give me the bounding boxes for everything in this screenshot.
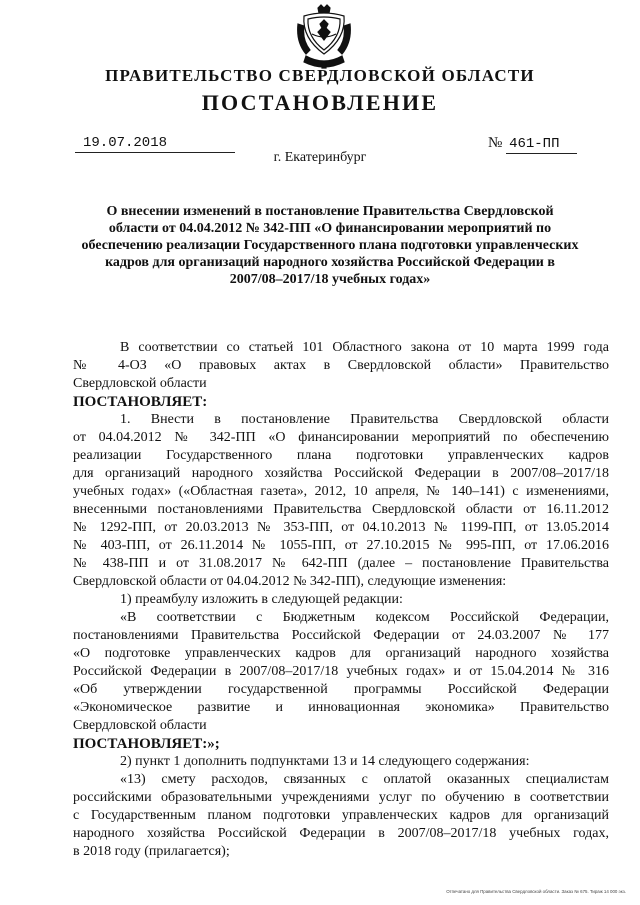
item1-line: Свердловской области от 04.04.2012 № 342-ПП), следующие изменения:	[73, 574, 507, 589]
government-title: ПРАВИТЕЛЬСТВО СВЕРДЛОВСКОЙ ОБЛАСТИ	[105, 66, 535, 85]
subitem-1: 1) преамбулу изложить в следующей редакции:	[120, 592, 403, 607]
intro-line: Свердловской области	[73, 376, 207, 391]
item13-line: российскими образовательными учреждениями услуг по обучению в соответствии	[73, 790, 609, 805]
item1-line: реализации Государственного плана подготовки управленческих кадров	[73, 448, 609, 463]
document-body	[73, 339, 609, 861]
item1-line: № 1292-ПП, от 20.03.2013 № 353-ПП, от 04.10.2013 № 1199-ПП, от 13.05.2014	[73, 520, 609, 535]
quote-line: Российской Федерации в 2007/08–2017/18 учебных годах» и от 15.04.2014 № 316	[73, 664, 609, 679]
quote-line: «В соответствии с Бюджетным кодексом Российской Федерации,	[120, 610, 609, 625]
print-footer: Отпечатано для Правительства Свердловской области. Заказ № 675. Тираж 14 000 экз.	[446, 889, 626, 894]
item13-line: с Государственным планом подготовки управленческих кадров для организаций	[73, 808, 609, 823]
quote-line: «Экономическое развитие и инновационная экономика» Правительство	[73, 700, 609, 715]
document-date: 19.07.2018	[75, 134, 235, 153]
intro-line: В соответствии со статьей 101 Областного закона от 10 марта 1999 года	[120, 340, 609, 355]
document-subject: О внесении изменений в постановление Правительства Свердловской области от 04.04.2012 № 342-ПП «О финансировании мероприятий по обеспечению реализации Государственного плана подготовки управленческих кадров для организаций народного хозяйства Российской Федерации в 2007/08–2017/18 учебных годах»	[81, 204, 579, 287]
item1-line: 1. Внести в постановление Правительства Свердловской области	[120, 412, 609, 427]
item1-line: № 403-ПП, от 26.11.2014 № 1055-ПП, от 27.10.2015 № 995-ПП, от 17.06.2016	[73, 538, 609, 553]
item1-line: № 438-ПП и от 31.08.2017 № 642-ПП (далее – постановление Правительства	[73, 556, 609, 571]
quote-line: «О подготовке управленческих кадров для организаций народного хозяйства	[73, 646, 609, 661]
item13-line: «13) смету расходов, связанных с оплатой оказанных специалистам	[120, 772, 609, 787]
resolves-quoted-heading: ПОСТАНОВЛЯЕТ:»;	[73, 736, 220, 752]
city-line: г. Екатеринбург	[273, 150, 367, 165]
quote-line: постановлениями Правительства Российской Федерации от 24.03.2007 № 177	[73, 628, 609, 643]
item13-line: народного хозяйства Российской Федерации в 2007/08–2017/18 учебных годах,	[73, 826, 609, 841]
number-sign: №	[488, 135, 503, 151]
document-type-title: ПОСТАНОВЛЕНИЕ	[201, 90, 439, 115]
document-number: 461-ПП	[506, 135, 577, 154]
coat-of-arms-icon	[296, 4, 352, 70]
quote-line: Свердловской области	[73, 718, 207, 733]
resolves-heading: ПОСТАНОВЛЯЕТ:	[73, 394, 208, 410]
intro-line: № 4-ОЗ «О правовых актах в Свердловской области» Правительство	[73, 358, 609, 373]
item13-line: в 2018 году (прилагается);	[73, 844, 230, 859]
item1-line: для организаций народного хозяйства Российской Федерации в 2007/08–2017/18	[73, 466, 609, 481]
item1-line: от 04.04.2012 № 342-ПП «О финансировании мероприятий по обеспечению	[73, 430, 609, 445]
subitem-2: 2) пункт 1 дополнить подпунктами 13 и 14 следующего содержания:	[120, 754, 530, 769]
item1-line: учебных годах» («Областная газета», 2012, 10 апреля, № 140–141) с изменениями,	[73, 484, 609, 499]
item1-line: внесенными постановлениями Правительства Свердловской области от 16.11.2012	[73, 502, 609, 517]
quote-line: «Об утверждении государственной программы Российской Федерации	[73, 682, 609, 697]
